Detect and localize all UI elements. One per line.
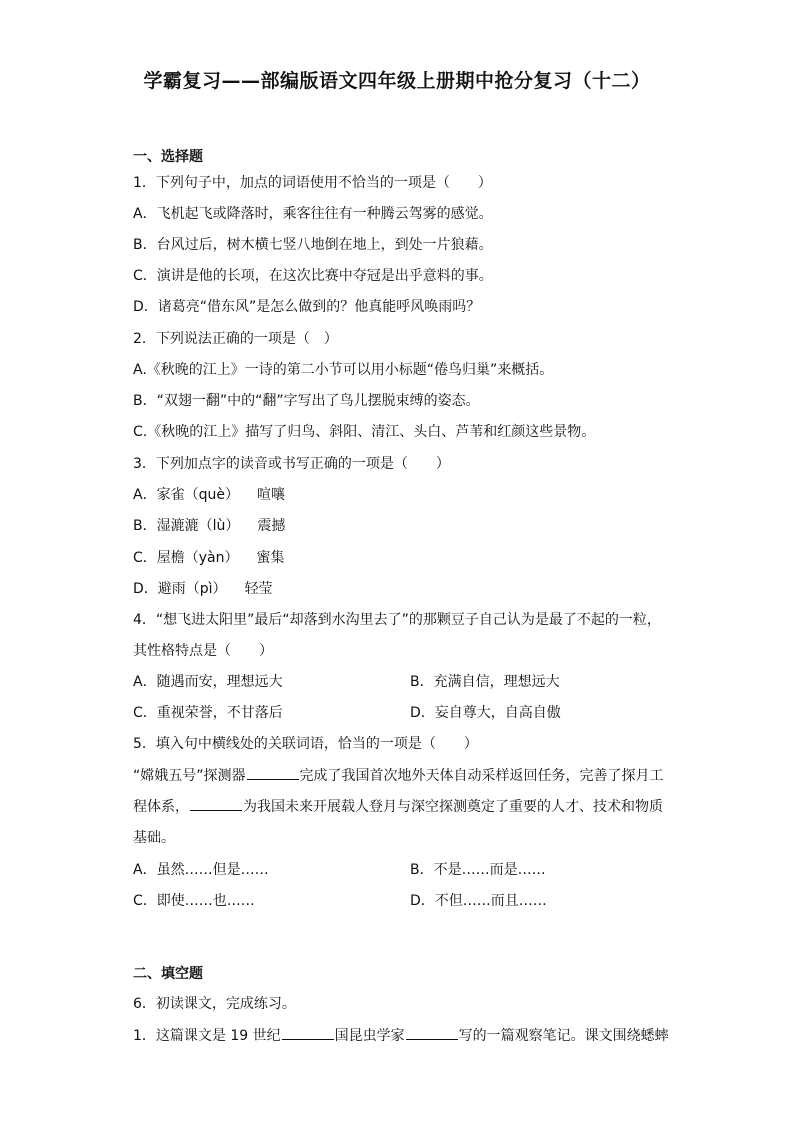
option-a-word-1: A．家雀（què） — [133, 487, 239, 503]
question-4-option-c: C．重视荣誉，不甘落后 — [133, 705, 283, 721]
question-2-option-c: C.《秋晚的江上》描写了归鸟、斜阳、清江、头白、芦苇和红颜这些景物。 — [133, 424, 596, 440]
answer-blank[interactable] — [282, 1027, 334, 1040]
question-text: 写的一篇观察笔记。课文围绕蟋蟀 — [458, 1028, 669, 1044]
passage-text: 完成了我国首次地外天体自动采样返回任务，完善了探月工 — [299, 768, 664, 784]
passage-text: 为我国未来开展载人登月与深空探测奠定了重要的人才、技术和物质 — [243, 799, 663, 815]
question-text: 1．这篇课文是 19 世纪 — [133, 1028, 281, 1044]
question-5-option-c: C．即使……也…… — [133, 893, 255, 909]
question-5-option-a: A．虽然……但是…… — [133, 862, 269, 878]
question-5-option-b: B．不是……而是…… — [410, 862, 546, 878]
page-title: 学霸复习——部编版语文四年级上册期中抢分复习（十二） — [143, 70, 651, 92]
option-c-word-2: 蜜集 — [256, 550, 285, 566]
question-4-stem-line-2: 其性格特点是（ ） — [133, 643, 273, 659]
option-b-word-1: B．湿漉漉（lù） — [133, 518, 240, 534]
passage-text: “嫦娥五号”探测器 — [133, 768, 246, 784]
question-1-option-c: C．演讲是他的长项，在这次比赛中夺冠是出乎意料的事。 — [133, 268, 493, 284]
question-2-option-b: B．“双翅一翻”中的“翻”字写出了鸟儿摆脱束缚的姿态。 — [133, 393, 480, 409]
section-heading-choice: 一、选择题 — [133, 149, 203, 165]
question-3-stem: 3．下列加点字的读音或书写正确的一项是（ ） — [133, 456, 450, 472]
question-3-option-c — [133, 547, 285, 567]
question-5-passage-line-1 — [133, 765, 664, 785]
question-6-stem: 6．初读课文，完成练习。 — [133, 996, 296, 1012]
question-4-stem-line-1: 4．“想飞进太阳里”最后“却落到水沟里去了”的那颗豆子自己认为是最了不起的一粒， — [133, 612, 661, 628]
question-4-option-d: D．妄自尊大，自高自傲 — [410, 705, 561, 721]
question-3-option-b — [133, 515, 285, 535]
question-2-option-a: A.《秋晚的江上》一诗的第二小节可以用小标题“倦鸟归巢”来概括。 — [133, 362, 554, 378]
question-3-option-d — [133, 578, 273, 598]
question-1-option-a: A．飞机起飞或降落时，乘客往往有一种腾云驾雾的感觉。 — [133, 206, 493, 222]
answer-blank[interactable] — [247, 767, 299, 780]
question-6-sub-1 — [133, 1025, 669, 1045]
question-1-stem: 1．下列句子中，加点的词语使用不恰当的一项是（ ） — [133, 175, 492, 191]
option-d-word-1: D．避雨（pì） — [133, 581, 227, 597]
option-c-word-1: C．屋檐（yàn） — [133, 550, 239, 566]
option-a-word-2: 喧嚷 — [256, 487, 285, 503]
answer-blank[interactable] — [190, 798, 242, 811]
question-5-passage-line-3: 基础。 — [133, 830, 175, 846]
question-5-passage-line-2 — [133, 796, 663, 816]
question-2-stem: 2．下列说法正确的一项是（ ） — [133, 331, 338, 347]
question-text: 国昆虫学家 — [334, 1028, 405, 1044]
question-4-option-b: B．充满自信，理想远大 — [410, 674, 560, 690]
question-1-option-b: B．台风过后，树木横七竖八地倒在地上，到处一片狼藉。 — [133, 237, 493, 253]
option-b-word-2: 震撼 — [257, 518, 286, 534]
question-5-stem: 5．填入句中横线处的关联词语，恰当的一项是（ ） — [133, 736, 478, 752]
question-4-option-a: A．随遇而安，理想远大 — [133, 674, 283, 690]
question-5-option-d: D．不但……而且…… — [410, 893, 547, 909]
answer-blank[interactable] — [406, 1027, 458, 1040]
section-heading-fill: 二、填空题 — [133, 966, 203, 982]
question-3-option-a — [133, 484, 285, 504]
question-1-option-d: D．诸葛亮“借东风”是怎么做到的？他真能呼风唤雨吗？ — [133, 299, 481, 315]
passage-text: 程体系， — [133, 799, 189, 815]
option-d-word-2: 轻莹 — [244, 581, 273, 597]
